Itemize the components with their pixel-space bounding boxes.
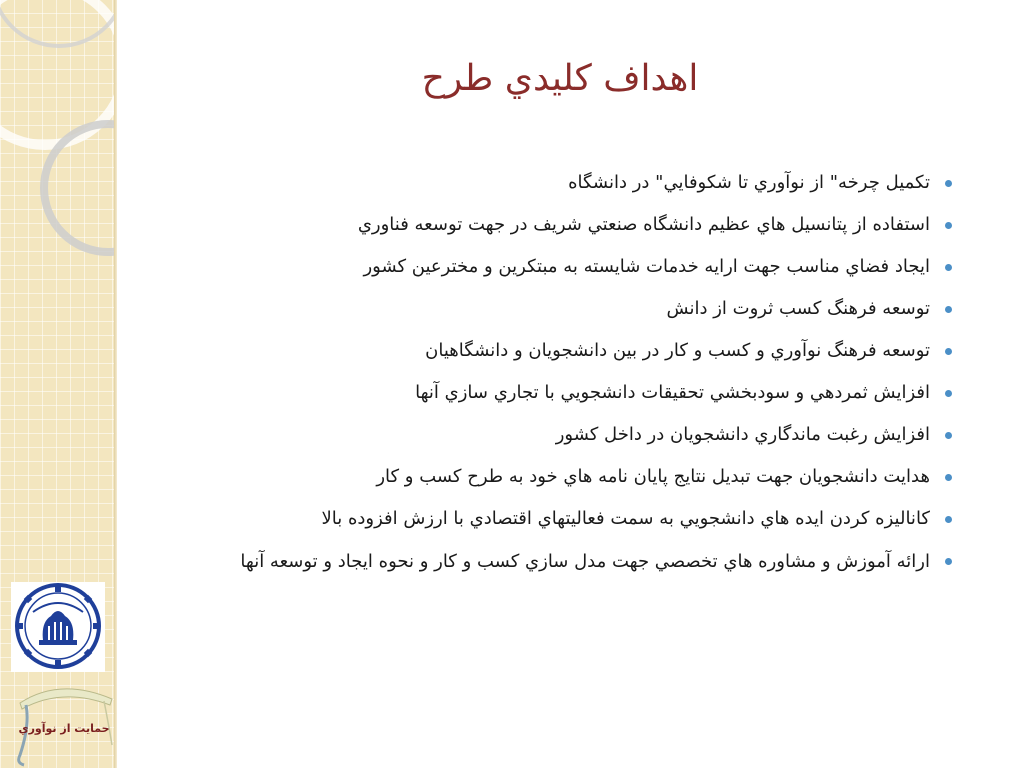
list-item xyxy=(158,208,954,242)
list-item-text: ارائه آموزش و مشاوره هاي تخصصي جهت مدل سازي كسب و كار و نحوه ايجاد و توسعه آنها xyxy=(240,551,930,572)
slide-title: اهداف كليدي طرح xyxy=(421,58,699,99)
bullet-icon xyxy=(945,348,952,355)
list-item xyxy=(158,250,954,284)
list-item-text: توسعه فرهنگ كسب ثروت از دانش xyxy=(666,298,930,319)
university-logo xyxy=(11,582,105,672)
bullet-icon xyxy=(945,558,952,565)
list-item xyxy=(158,334,954,368)
bullet-icon xyxy=(945,264,952,271)
list-item xyxy=(158,166,954,200)
objectives-list xyxy=(158,166,954,588)
bullet-icon xyxy=(945,432,952,439)
list-item xyxy=(158,418,954,452)
bullet-icon xyxy=(945,474,952,481)
list-item-text: افزايش ثمردهي و سودبخشي تحقيقات دانشجويي با تجاري سازي آنها xyxy=(415,382,930,403)
list-item xyxy=(158,544,954,580)
list-item-text: هدايت دانشجويان جهت تبديل نتايج پايان نامه هاي خود به طرح كسب و كار xyxy=(376,466,930,487)
list-item xyxy=(158,460,954,494)
list-item-text: تكميل چرخه" از نوآوري تا شكوفايي" در دانشگاه xyxy=(568,172,930,193)
list-item xyxy=(158,502,954,536)
bullet-icon xyxy=(945,306,952,313)
sharif-university-logo-icon xyxy=(11,582,105,672)
list-item-text: ايجاد فضاي مناسب جهت ارايه خدمات شايسته به مبتكرين و مخترعين كشور xyxy=(363,256,930,277)
list-item-text: افزايش رغبت ماندگاري دانشجويان در داخل كشور xyxy=(555,424,930,445)
list-item xyxy=(158,292,954,326)
list-item xyxy=(158,376,954,410)
bullet-icon xyxy=(945,222,952,229)
bullet-icon xyxy=(945,516,952,523)
tagline-text: حمايت از نوآوري xyxy=(18,722,110,735)
panel-divider xyxy=(114,0,117,768)
list-item-text: استفاده از پتانسيل هاي عظيم دانشگاه صنعتي شريف در جهت توسعه فناوري xyxy=(357,214,930,235)
bullet-icon xyxy=(945,180,952,187)
list-item-text: توسعه فرهنگ نوآوري و كسب و كار در بين دانشجويان و دانشگاهيان xyxy=(425,340,930,361)
list-item-text: كاناليزه كردن ايده هاي دانشجويي به سمت فعاليتهاي اقتصادي با ارزش افزوده بالا xyxy=(321,508,930,529)
bullet-icon xyxy=(945,390,952,397)
